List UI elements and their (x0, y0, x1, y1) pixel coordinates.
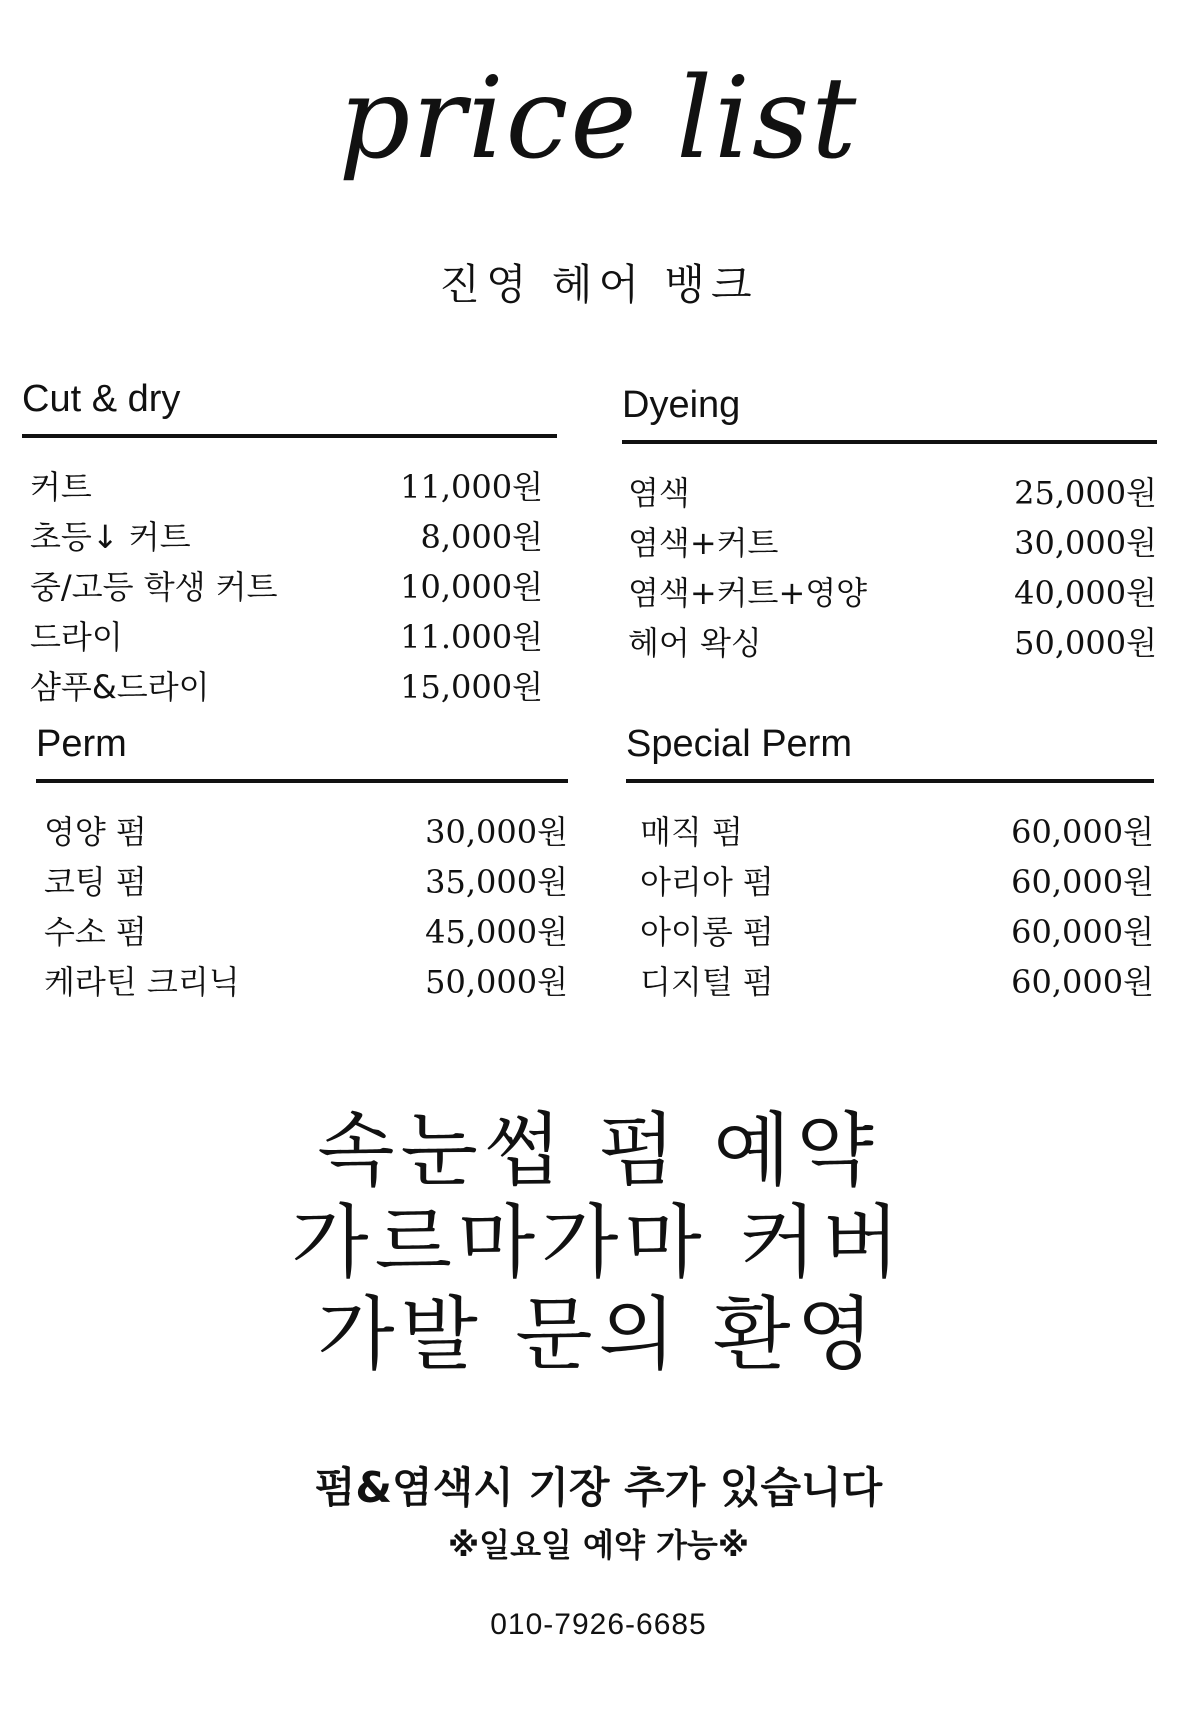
item-name: 디지털 펌 (640, 963, 774, 1001)
item-price: 50,000원 (1014, 624, 1157, 662)
item-name: 매직 펌 (640, 813, 743, 851)
special-perm-title: Special Perm (626, 725, 1154, 783)
item-name: 코팅 펌 (44, 863, 147, 901)
perm-title: Perm (36, 725, 568, 783)
item-price: 11,000원 (400, 468, 543, 506)
item-name: 샴푸&드라이 (30, 668, 210, 706)
cut-dry-section (22, 380, 557, 712)
item-price: 8,000원 (420, 518, 543, 556)
cut-dry-title: Cut & dry (22, 380, 557, 438)
item-name: 수소 펌 (44, 913, 147, 951)
item-name: 중/고등 학생 커트 (30, 568, 278, 606)
item-price: 45,000원 (425, 913, 568, 951)
item-name: 염색+커트+영양 (628, 574, 868, 612)
item-name: 염색+커트 (628, 524, 779, 562)
promo-line: 속눈썹 펌 예약 (317, 1104, 880, 1197)
price-row (30, 662, 543, 712)
price-row (628, 468, 1157, 518)
item-price: 50,000원 (425, 963, 568, 1001)
item-name: 케라틴 크리닉 (44, 963, 240, 1001)
price-row (628, 518, 1157, 568)
item-name: 헤어 왁싱 (628, 624, 762, 662)
special-perm-section (626, 725, 1154, 1007)
price-list-title: price list (338, 54, 859, 184)
item-price: 30,000원 (1014, 524, 1157, 562)
item-price: 25,000원 (1014, 474, 1157, 512)
item-price: 10,000원 (400, 568, 543, 606)
item-price: 30,000원 (425, 813, 568, 851)
item-price: 60,000원 (1011, 863, 1154, 901)
price-row (640, 957, 1154, 1007)
price-row (44, 907, 568, 957)
price-row (30, 562, 543, 612)
price-row (628, 568, 1157, 618)
price-row (640, 807, 1154, 857)
item-name: 염색 (628, 474, 690, 512)
item-price: 60,000원 (1011, 813, 1154, 851)
price-row (44, 807, 568, 857)
promo-block (0, 1105, 1197, 1381)
dyeing-section (622, 386, 1157, 668)
phone-number: 010-7926-6685 (490, 1608, 707, 1641)
item-price: 15,000원 (400, 668, 543, 706)
item-name: 초등↓ 커트 (30, 518, 191, 556)
dyeing-title: Dyeing (622, 386, 1157, 444)
price-row (44, 857, 568, 907)
item-price: 60,000원 (1011, 963, 1154, 1001)
item-name: 커트 (30, 468, 92, 506)
price-row (44, 957, 568, 1007)
promo-line: 가르마가마 커버 (291, 1196, 906, 1289)
price-row (640, 907, 1154, 957)
sunday-reservation-note: ※일요일 예약 가능※ (448, 1526, 749, 1564)
item-price: 11.000원 (400, 618, 543, 656)
price-row (30, 462, 543, 512)
item-name: 드라이 (30, 618, 123, 656)
item-price: 60,000원 (1011, 913, 1154, 951)
promo-line: 가발 문의 환영 (317, 1288, 880, 1381)
price-row (640, 857, 1154, 907)
item-name: 아이롱 펌 (640, 913, 774, 951)
price-row (30, 612, 543, 662)
length-surcharge-note: 펌&염색시 기장 추가 있습니다 (314, 1463, 883, 1512)
item-price: 40,000원 (1014, 574, 1157, 612)
perm-section (36, 725, 568, 1007)
price-row (628, 618, 1157, 668)
item-name: 영양 펌 (44, 813, 147, 851)
shop-name: 진영 헤어 뱅크 (439, 260, 758, 309)
item-price: 35,000원 (425, 863, 568, 901)
price-row (30, 512, 543, 562)
item-name: 아리아 펌 (640, 863, 774, 901)
